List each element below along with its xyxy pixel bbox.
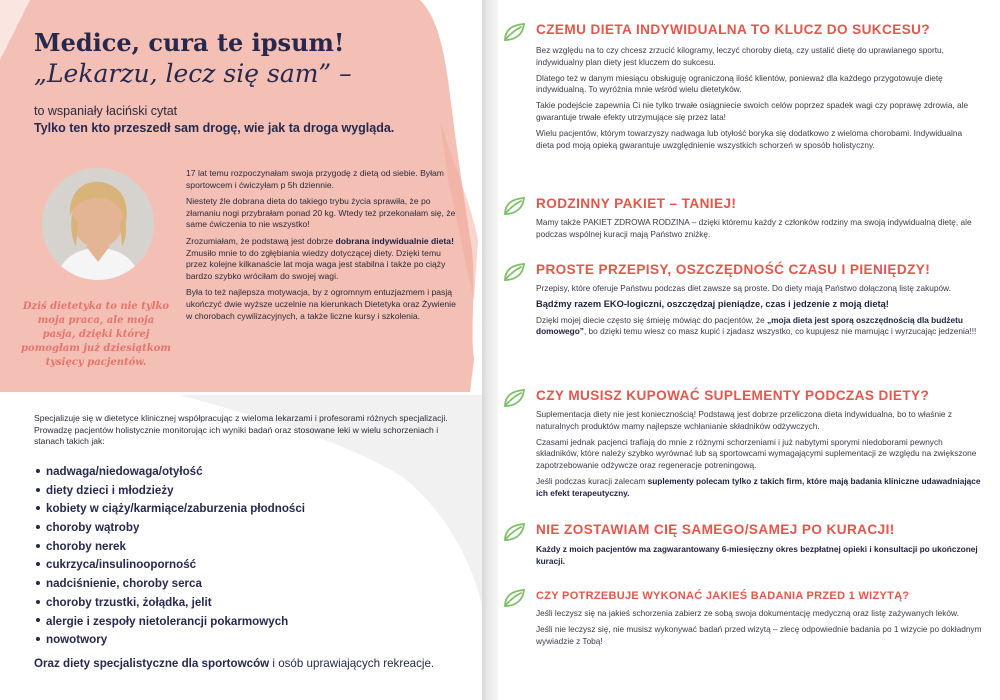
bullet-icon [36, 469, 40, 473]
subtitle-bold: Tylko ten kto przeszedł sam drogę, wie jak ta droga wygląda. [34, 121, 395, 135]
bullet-icon [36, 600, 40, 604]
section-title: NIE ZOSTAWIAM CIĘ SAMEGO/SAMEJ PO KURACJI! [536, 522, 895, 537]
section-paragraph: Jeśli leczysz się na jakieś schorzenia zabierz ze sobą swoja dokumentację medyczną oraz listę zażywanych leków. [536, 608, 959, 618]
list-item [34, 538, 305, 557]
section-title: CZEMU DIETA INDYWIDUALNA TO KLUCZ DO SUKCESU? [536, 22, 931, 37]
title-polish: „Lekarzu, lecz się sam” – [34, 59, 352, 88]
section-paragraph [536, 315, 982, 339]
closing-bold: Oraz diety specjalistyczne dla sportowców [34, 657, 270, 670]
section-paragraph: Czasami jednak pacjenci trafiają do mnie z różnymi schorzeniami i już nabytymi sporymi niedoborami pewnych składników, które należy szybko wyrównać lub są sportowcami wymagającymi suplementacji ze względu na zwiększone zapotrzebowanie odżywcze oraz regeneracje potreningową. [536, 436, 977, 471]
list-item-label: choroby trzustki, żołądka, jelit [46, 595, 212, 609]
leaf-icon [502, 388, 526, 408]
list-item-label: alergie i zespoły nietolerancji pokarmowych [46, 614, 289, 628]
conditions-list [34, 463, 305, 650]
leaf-icon [502, 262, 526, 282]
portrait-photo [42, 168, 154, 280]
bullet-icon [36, 544, 40, 548]
section-paragraph: Mamy także PAKIET ZDROWA RODZINA – dzięki któremu każdy z członków rodziny ma swoją indywidualną dietę, ale podczas wspólnej kuracji mają Państwo zniżkę. [536, 217, 972, 239]
section-body [536, 608, 982, 651]
bullet-icon [36, 562, 40, 566]
portrait-illustration [42, 168, 154, 280]
leaf-icon [502, 522, 526, 542]
list-item [34, 463, 305, 482]
bullet-icon [36, 488, 40, 492]
list-item-label: choroby wątroby [46, 521, 140, 535]
bio-bold-span: dobrana indywidualnie dieta! [335, 235, 454, 246]
section-paragraph: Bez względu na to czy chcesz zrzucić kilogramy, leczyć choroby dietą, czy ustalić dietę do uprawianego sportu, indywidualny plan diety jest kluczem do sukcesu. [536, 45, 944, 67]
section-paragraph: Takie podejście zapewnia Ci nie tylko trwałe osiągniecie swoich celów poprzez spadek wagi czy poprawę zdrowia, ale gwarantuje trwałe efekty utrzymujące się przez lata! [536, 100, 969, 122]
bullet-icon [36, 637, 40, 641]
list-item-label: choroby nerek [46, 539, 126, 553]
bio-paragraph: Była to też najlepsza motywacja, by z ogromnym entuzjazmem i pasją ukończyć dwie wyższe uczelnie na kierunkach Dietetyka oraz Żywienie w chorobach cywilizacyjnych, a także liczne kursy i szkolenia. [186, 287, 456, 321]
left-page [0, 0, 482, 700]
specialization-intro [34, 413, 464, 448]
bio-text-span: Zrozumiałam, że podstawą jest dobrze [186, 235, 336, 246]
section-paragraph [536, 476, 982, 500]
list-item [34, 613, 305, 632]
section-body [536, 45, 982, 155]
section-paragraph: Jeśli nie leczysz się, nie musisz wykonywać badań przed wizytą – zlecę odpowiednie badania po 1 wizycie po dokładnym wywiadzie z Tobą! [536, 623, 982, 646]
bio-text [186, 168, 458, 327]
bullet-icon [36, 581, 40, 585]
title-latin: Medice, cura te ipsum! [34, 28, 345, 57]
page-spine [482, 0, 498, 700]
list-item [34, 631, 305, 650]
section-bold-span: „moja dieta jest sporą oszczędnością dla budżetu domowego” [536, 314, 963, 337]
section-title: CZY POTRZEBUJE WYKONAĆ JAKIEŚ BADANIA PRZED 1 WIZYTĄ? [536, 590, 910, 602]
list-item [34, 482, 305, 501]
specialization-text: Specjalizuje się w dietetyce klinicznej współpracując z wieloma lekarzami i profesorami różnych specjalizacji. Prowadzę pacjentów holistycznie monitorując ich wyniki badań oraz stosowane leki w wielu schorzeniach i stanach takich jak: [34, 413, 448, 447]
bio-paragraph: 17 lat temu rozpoczynałam swoja przygodę z dietą od siebie. Byłam sportowcem i ćwiczyłam p 5h dziennie. [186, 168, 444, 190]
list-item-label: diety dzieci i młodzieży [46, 483, 174, 497]
subtitle-quote-note: to wspaniały łaciński cytat [34, 104, 178, 118]
list-item [34, 594, 305, 613]
list-item [34, 500, 305, 519]
headline [34, 28, 474, 90]
closing-text: i osób uprawiających rekreacje. [269, 657, 435, 670]
section-text-span: Dzięki mojej diecie często się śmieję mówiąc do pacjentów, że [536, 314, 768, 325]
section-text-span: , bo dzięki temu wiesz co masz kupić i zjadasz wszystko, co kupujesz nie marnując i wyrzucając jedzenia!!! [583, 326, 977, 337]
pull-quote: Dziś dietetyka to nie tylko moja praca, ale moja pasja, dzięki której pomogłam już dziesiątkom tysięcy pacjentów. [21, 301, 171, 368]
leaf-icon [502, 588, 526, 608]
section-paragraph: Wielu pacjentów, którym towarzyszy nadwaga lub otyłość boryka się dodatkowo z wieloma chorobami. Indywidualna dieta pod moją opieką gwarantuje uwzględnienie wszystkich schorzeń w sposób holistyczny. [536, 127, 963, 150]
bullet-icon [36, 506, 40, 510]
section-title: PROSTE PRZEPISY, OSZCZĘDNOŚĆ CZASU I PIENIĘDZY! [536, 262, 931, 277]
section-body [536, 544, 982, 572]
list-item [34, 519, 305, 538]
closing-line [34, 657, 434, 670]
section-title: RODZINNY PAKIET – TANIEJ! [536, 196, 737, 211]
list-item-label: nadciśnienie, choroby serca [46, 577, 202, 591]
section-body [536, 409, 982, 504]
bullet-icon [36, 618, 40, 622]
section-bold-span: suplementy polecam tylko z takich firm, które mają badania kliniczne udawadniające ich efekt terapeutyczny. [536, 475, 981, 498]
leaf-icon [502, 22, 526, 42]
section-bold-paragraph: Każdy z moich pacjentów ma zagwarantowany 6-miesięczny okres bezpłatnej opieki i konsultacji po ukończonej kuracji. [536, 544, 978, 566]
list-item-label: nadwaga/niedowaga/otyłość [46, 465, 203, 478]
list-item-label: nowotwory [46, 633, 108, 647]
section-text-span: Jeśli podczas kuracji zalecam [536, 475, 648, 486]
right-page [498, 0, 1000, 700]
section-paragraph: Suplementacja diety nie jest koniecznością! Podstawą jest dobrze przeliczona dieta indywidualna, bo to właśnie z naturalnych produktów mamy najlepsze wchłanianie składników odżywczych. [536, 409, 953, 431]
section-body [536, 283, 982, 342]
section-paragraph: Przepisy, które oferuje Państwu podczas diet zawsze są proste. Do diety mają Państwo dołączoną listę zakupów. [536, 283, 951, 293]
list-item-label: kobiety w ciąży/karmiące/zaburzenia płodności [46, 502, 306, 516]
list-item [34, 575, 305, 594]
section-bold-paragraph: Bądźmy razem EKO-logiczni, oszczędzaj pieniądze, czas i jedzenie z moją dietą! [536, 298, 889, 309]
bio-paragraph: Niestety źle dobrana dieta do takiego trybu życia sprawiła, że po złamaniu nogi przybrałam ponad 20 kg. Wtedy też przekonałam się, że same ćwiczenia to nie wszystko! [186, 196, 456, 230]
bio-paragraph [186, 236, 458, 282]
section-body [536, 217, 982, 245]
bullet-icon [36, 525, 40, 529]
leaf-icon [502, 196, 526, 216]
section-paragraph: Dlatego też w danym miesiącu obsługuję ograniczoną ilość klientów, ponieważ dla każdego przygotowuje dietę indywidualną. To wyróżnia mnie wśród wielu dietetyków. [536, 72, 943, 95]
list-item-label: cukrzyca/insulinooporność [46, 558, 197, 572]
list-item [34, 556, 305, 575]
section-title: CZY MUSISZ KUPOWAĆ SUPLEMENTY PODCZAS DIETY? [536, 388, 930, 403]
bio-text-span: Zmusiło mnie to do zgłębiania wiedzy dotyczącej diety. Dzięki temu przez kolejne kilkanaście lat moja waga jest stabilna i także po ciąży bardzo szybko wróciłam do swojej wagi. [186, 247, 446, 281]
